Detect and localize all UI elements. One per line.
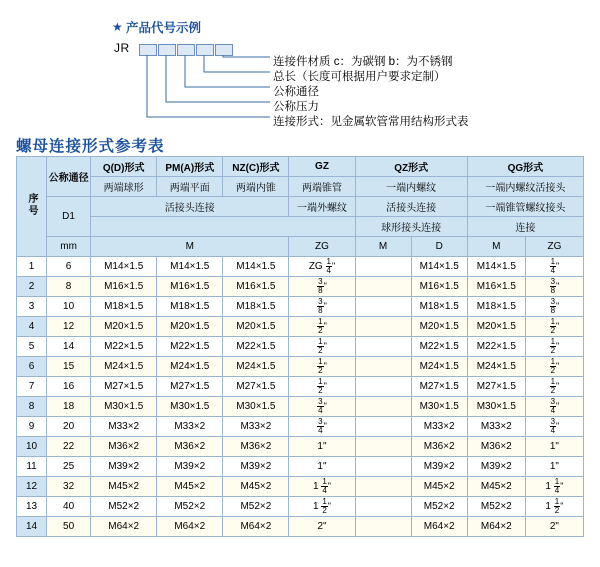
cell-nz: M30×1.5 xyxy=(223,397,289,417)
table-header xyxy=(17,157,584,257)
table-body xyxy=(17,257,584,537)
cell-qg-m: M18×1.5 xyxy=(467,297,525,317)
hdr-union-connect: 活接头连接 xyxy=(91,197,289,217)
hdr-unit-qg-zg: ZG xyxy=(525,237,583,257)
cell-nominal-diameter: 22 xyxy=(47,437,91,457)
col-index: 序号 xyxy=(17,157,47,257)
cell-nominal-diameter: 6 xyxy=(47,257,91,277)
cell-qz-m xyxy=(355,517,411,537)
cell-gz: $\frac{3}{4}$ " xyxy=(289,417,355,437)
cell-nz: M45×2 xyxy=(223,477,289,497)
legend-item-nominal-pressure: 公称压力 xyxy=(273,101,319,113)
cell-qz-d: M36×2 xyxy=(411,437,467,457)
cell-qg-m: M30×1.5 xyxy=(467,397,525,417)
cell-pm: M22×1.5 xyxy=(157,337,223,357)
cell-nz: M18×1.5 xyxy=(223,297,289,317)
cell-pm: M14×1.5 xyxy=(157,257,223,277)
cell-qg-m: M16×1.5 xyxy=(467,277,525,297)
hdr-unit-mm: mm xyxy=(47,237,91,257)
col-group-q: Q(D)形式 xyxy=(91,157,157,177)
table-row xyxy=(17,257,584,277)
cell-index: 3 xyxy=(17,297,47,317)
cell-nominal-diameter: 10 xyxy=(47,297,91,317)
cell-nominal-diameter: 18 xyxy=(47,397,91,417)
hdr-gz-desc: 两端锥管 xyxy=(289,177,355,197)
hdr-nz-desc: 两端内锥 xyxy=(223,177,289,197)
cell-nz: M52×2 xyxy=(223,497,289,517)
table-row xyxy=(17,497,584,517)
cell-q: M14×1.5 xyxy=(91,257,157,277)
header-row-4 xyxy=(17,217,584,237)
cell-nz: M36×2 xyxy=(223,437,289,457)
cell-qz-d: M20×1.5 xyxy=(411,317,467,337)
cell-pm: M64×2 xyxy=(157,517,223,537)
cell-index: 7 xyxy=(17,377,47,397)
cell-index: 13 xyxy=(17,497,47,517)
cell-qg-zg: $\frac{3}{4}$ " xyxy=(525,417,583,437)
cell-qz-m xyxy=(355,397,411,417)
cell-q: M20×1.5 xyxy=(91,317,157,337)
cell-nz: M27×1.5 xyxy=(223,377,289,397)
hdr-union-connect-2: 一端外螺纹 xyxy=(289,197,355,217)
cell-gz: $\frac{1}{2}$ " xyxy=(289,357,355,377)
cell-pm: M45×2 xyxy=(157,477,223,497)
cell-qz-d: M27×1.5 xyxy=(411,377,467,397)
legend-item-length: 总长（长度可根据用户要求定制） xyxy=(273,71,446,83)
col-group-qz: QZ形式 xyxy=(355,157,467,177)
cell-gz: $\frac{1}{2}$ " xyxy=(289,377,355,397)
cell-gz: 1" xyxy=(289,457,355,477)
cell-qz-m xyxy=(355,337,411,357)
table-row xyxy=(17,417,584,437)
cell-qg-zg: $\frac{3}{4}$ " xyxy=(525,397,583,417)
hdr-unit-qz-m: M xyxy=(355,237,411,257)
cell-q: M27×1.5 xyxy=(91,377,157,397)
cell-qz-m xyxy=(355,477,411,497)
cell-nz: M64×2 xyxy=(223,517,289,537)
cell-q: M36×2 xyxy=(91,437,157,457)
col-group-pm: PM(A)形式 xyxy=(157,157,223,177)
cell-pm: M36×2 xyxy=(157,437,223,457)
cell-qz-d: M14×1.5 xyxy=(411,257,467,277)
cell-qg-m: M20×1.5 xyxy=(467,317,525,337)
cell-nominal-diameter: 8 xyxy=(47,277,91,297)
cell-nominal-diameter: 12 xyxy=(47,317,91,337)
cell-gz: ZG $\frac{1}{4}$ " xyxy=(289,257,355,277)
cell-q: M45×2 xyxy=(91,477,157,497)
cell-qz-m xyxy=(355,377,411,397)
cell-pm: M18×1.5 xyxy=(157,297,223,317)
cell-index: 5 xyxy=(17,337,47,357)
cell-qg-zg: 1 $\frac{1}{4}$ " xyxy=(525,477,583,497)
col-nominal-diameter: 公称通径 xyxy=(47,157,91,197)
cell-index: 12 xyxy=(17,477,47,497)
hdr-unit-qg-m: M xyxy=(467,237,525,257)
hdr-qg-desc: 一端内螺纹活接头 xyxy=(467,177,583,197)
cell-nominal-diameter: 16 xyxy=(47,377,91,397)
cell-qz-m xyxy=(355,497,411,517)
cell-nz: M24×1.5 xyxy=(223,357,289,377)
cell-nominal-diameter: 15 xyxy=(47,357,91,377)
cell-nz: M16×1.5 xyxy=(223,277,289,297)
cell-nz: M14×1.5 xyxy=(223,257,289,277)
product-code-diagram xyxy=(0,0,600,140)
cell-index: 1 xyxy=(17,257,47,277)
cell-qg-zg: $\frac{1}{4}$ " xyxy=(525,257,583,277)
cell-qg-m: M22×1.5 xyxy=(467,337,525,357)
cell-gz: $\frac{1}{2}$ " xyxy=(289,317,355,337)
hdr-ball-connect: 球形接头连接 xyxy=(355,217,467,237)
cell-gz: 2" xyxy=(289,517,355,537)
header-row-3 xyxy=(17,197,584,217)
legend-item-nominal-diameter: 公称通径 xyxy=(273,86,319,98)
cell-qz-d: M16×1.5 xyxy=(411,277,467,297)
col-group-nz: NZ(C)形式 xyxy=(223,157,289,177)
hdr-unit-m: M xyxy=(91,237,289,257)
table-title: 螺母连接形式参考表 xyxy=(16,138,165,155)
table-row xyxy=(17,457,584,477)
cell-qg-m: M52×2 xyxy=(467,497,525,517)
table-row xyxy=(17,477,584,497)
cell-gz: $\frac{3}{8}$ " xyxy=(289,297,355,317)
cell-gz: $\frac{3}{8}$ " xyxy=(289,277,355,297)
cell-gz: $\frac{3}{4}$ " xyxy=(289,397,355,417)
cell-index: 11 xyxy=(17,457,47,477)
table-row xyxy=(17,337,584,357)
table-row xyxy=(17,517,584,537)
cell-nz: M22×1.5 xyxy=(223,337,289,357)
cell-q: M64×2 xyxy=(91,517,157,537)
cell-qg-zg: $\frac{1}{2}$ " xyxy=(525,317,583,337)
cell-pm: M16×1.5 xyxy=(157,277,223,297)
cell-index: 9 xyxy=(17,417,47,437)
cell-qg-zg: 1" xyxy=(525,457,583,477)
cell-pm: M27×1.5 xyxy=(157,377,223,397)
cell-nominal-diameter: 50 xyxy=(47,517,91,537)
cell-nominal-diameter: 14 xyxy=(47,337,91,357)
cell-qg-m: M33×2 xyxy=(467,417,525,437)
table-row xyxy=(17,437,584,457)
cell-qg-m: M64×2 xyxy=(467,517,525,537)
cell-qg-zg: $\frac{3}{8}$ " xyxy=(525,277,583,297)
cell-qz-m xyxy=(355,437,411,457)
cell-gz: 1 $\frac{1}{4}$ " xyxy=(289,477,355,497)
cell-qz-m xyxy=(355,277,411,297)
cell-qg-zg: 2" xyxy=(525,517,583,537)
table-row xyxy=(17,357,584,377)
cell-qg-m: M27×1.5 xyxy=(467,377,525,397)
legend-item-connection-type: 连接形式：见金属软管常用结构形式表 xyxy=(273,116,469,128)
cell-qz-d: M24×1.5 xyxy=(411,357,467,377)
cell-q: M24×1.5 xyxy=(91,357,157,377)
cell-qz-d: M45×2 xyxy=(411,477,467,497)
cell-nz: M39×2 xyxy=(223,457,289,477)
cell-q: M22×1.5 xyxy=(91,337,157,357)
nut-connection-table xyxy=(16,156,584,537)
cell-q: M18×1.5 xyxy=(91,297,157,317)
hdr-qg-thread: 一端锥管螺纹接头 xyxy=(467,197,583,217)
cell-qg-m: M45×2 xyxy=(467,477,525,497)
star-icon: ★ xyxy=(112,20,123,34)
cell-qz-d: M18×1.5 xyxy=(411,297,467,317)
code-prefix: JR xyxy=(114,41,130,55)
table-row xyxy=(17,317,584,337)
cell-index: 10 xyxy=(17,437,47,457)
cell-qz-d: M30×1.5 xyxy=(411,397,467,417)
cell-qg-zg: $\frac{1}{2}$ " xyxy=(525,337,583,357)
header-row-1 xyxy=(17,157,584,177)
table-row xyxy=(17,377,584,397)
legend-item-material: 连接件材质 c：为碳钢 b：为不锈钢 xyxy=(273,56,453,68)
cell-q: M52×2 xyxy=(91,497,157,517)
cell-qg-zg: 1" xyxy=(525,437,583,457)
cell-qg-zg: $\frac{1}{2}$ " xyxy=(525,357,583,377)
cell-q: M16×1.5 xyxy=(91,277,157,297)
cell-gz: 1 $\frac{1}{2}$ " xyxy=(289,497,355,517)
cell-nz: M33×2 xyxy=(223,417,289,437)
cell-nominal-diameter: 32 xyxy=(47,477,91,497)
cell-qg-m: M36×2 xyxy=(467,437,525,457)
hdr-blank xyxy=(91,217,355,237)
cell-qz-m xyxy=(355,297,411,317)
cell-qg-zg: $\frac{3}{8}$ " xyxy=(525,297,583,317)
col-group-gz: GZ xyxy=(289,157,355,177)
cell-qz-d: M22×1.5 xyxy=(411,337,467,357)
cell-qz-d: M33×2 xyxy=(411,417,467,437)
cell-qz-m xyxy=(355,457,411,477)
hdr-q-desc: 两端球形 xyxy=(91,177,157,197)
cell-qz-m xyxy=(355,317,411,337)
cell-index: 8 xyxy=(17,397,47,417)
header-row-5 xyxy=(17,237,584,257)
cell-nz: M20×1.5 xyxy=(223,317,289,337)
diagram-title: 产品代号示例 xyxy=(126,21,202,35)
cell-qz-m xyxy=(355,257,411,277)
cell-nominal-diameter: 20 xyxy=(47,417,91,437)
cell-index: 6 xyxy=(17,357,47,377)
cell-index: 4 xyxy=(17,317,47,337)
cell-q: M30×1.5 xyxy=(91,397,157,417)
cell-gz: 1" xyxy=(289,437,355,457)
cell-pm: M30×1.5 xyxy=(157,397,223,417)
cell-q: M39×2 xyxy=(91,457,157,477)
cell-nominal-diameter: 40 xyxy=(47,497,91,517)
cell-index: 14 xyxy=(17,517,47,537)
cell-qz-m xyxy=(355,417,411,437)
cell-pm: M33×2 xyxy=(157,417,223,437)
cell-qg-zg: 1 $\frac{1}{2}$ " xyxy=(525,497,583,517)
cell-qz-d: M52×2 xyxy=(411,497,467,517)
hdr-pm-desc: 两端平面 xyxy=(157,177,223,197)
cell-q: M33×2 xyxy=(91,417,157,437)
hdr-unit-qz-d: D xyxy=(411,237,467,257)
hdr-connect: 连接 xyxy=(467,217,583,237)
table-row xyxy=(17,277,584,297)
cell-qg-zg: $\frac{1}{2}$ " xyxy=(525,377,583,397)
hdr-d1: D1 xyxy=(47,197,91,237)
cell-pm: M52×2 xyxy=(157,497,223,517)
hdr-unit-zg: ZG xyxy=(289,237,355,257)
col-group-qg: QG形式 xyxy=(467,157,583,177)
cell-qz-d: M64×2 xyxy=(411,517,467,537)
header-row-2 xyxy=(17,177,584,197)
table-row xyxy=(17,397,584,417)
cell-qg-m: M24×1.5 xyxy=(467,357,525,377)
cell-pm: M39×2 xyxy=(157,457,223,477)
cell-qg-m: M14×1.5 xyxy=(467,257,525,277)
hdr-qz-thread: 活接头连接 xyxy=(355,197,467,217)
cell-qz-d: M39×2 xyxy=(411,457,467,477)
table-row xyxy=(17,297,584,317)
cell-qg-m: M39×2 xyxy=(467,457,525,477)
hdr-qz-desc: 一端内螺纹 xyxy=(355,177,467,197)
cell-pm: M24×1.5 xyxy=(157,357,223,377)
cell-nominal-diameter: 25 xyxy=(47,457,91,477)
cell-qz-m xyxy=(355,357,411,377)
cell-index: 2 xyxy=(17,277,47,297)
cell-gz: $\frac{1}{2}$ " xyxy=(289,337,355,357)
cell-pm: M20×1.5 xyxy=(157,317,223,337)
